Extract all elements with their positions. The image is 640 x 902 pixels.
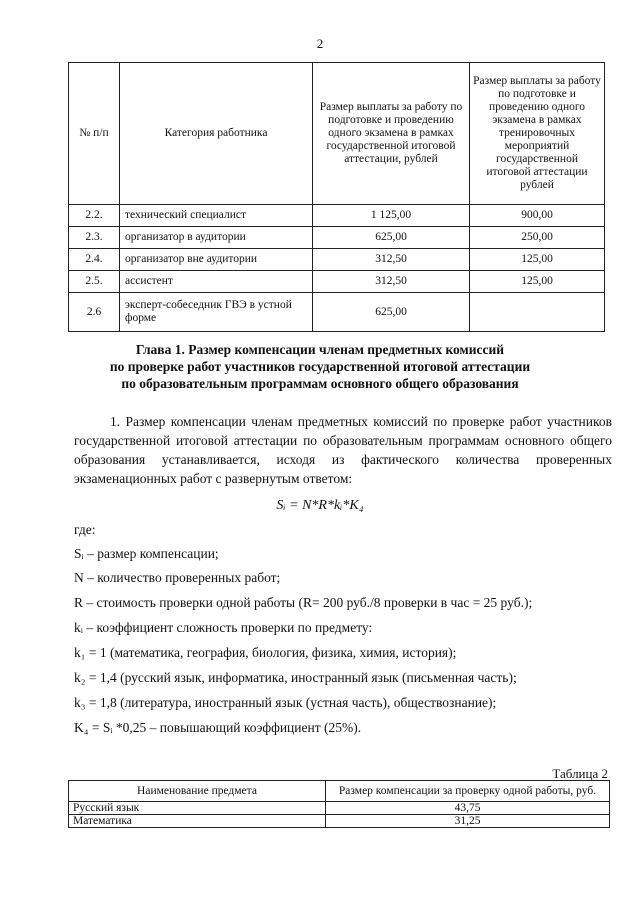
row-amount: 43,75	[326, 802, 610, 815]
row-num: 2.6	[69, 293, 120, 332]
row-category: организатор вне аудитории	[120, 249, 313, 271]
table-row	[69, 205, 605, 227]
chapter-title-line: по проверке работ участников государственной итоговой аттестации	[109, 359, 531, 374]
row-pay-training	[470, 293, 605, 332]
table-row	[69, 271, 605, 293]
row-category: эксперт-собеседник ГВЭ в устной форме	[120, 293, 313, 332]
table-row	[69, 815, 610, 828]
row-amount: 31,25	[326, 815, 610, 828]
row-category: ассистент	[120, 271, 313, 293]
definition-k1: k₁ = 1 (математика, география, биология, физика, химия, история);	[74, 645, 457, 660]
table-row	[69, 802, 610, 815]
definition-k4: K₄ = Sᵢ *0,25 – повышающий коэффициент (25%).	[74, 720, 362, 735]
definition-r: R – стоимость проверки одной работы (R= 200 руб./8 проверки в час = 25 руб.);	[74, 595, 533, 610]
row-pay-gia: 625,00	[313, 227, 470, 249]
row-num: 2.4.	[69, 249, 120, 271]
header-pay-training: Размер выплаты за работу по подготовке и проведению одного экзамена в рамках тренировочных мероприятий государственной итоговой аттестации рублей	[470, 63, 605, 205]
header-num: № п/п	[69, 63, 120, 205]
chapter-title	[0, 341, 640, 392]
chapter-title-line: по образовательным программам основного общего образования	[121, 376, 519, 391]
definition-si: Sᵢ – размер компенсации;	[74, 546, 219, 561]
paragraph	[74, 412, 612, 488]
header-subject: Наименование предмета	[69, 781, 326, 802]
row-pay-training: 125,00	[470, 249, 605, 271]
row-pay-gia: 1 125,00	[313, 205, 470, 227]
row-pay-gia: 312,50	[313, 249, 470, 271]
page-number: 2	[316, 36, 324, 51]
definition-ki: kᵢ – коэффициент сложность проверки по предмету:	[74, 620, 373, 635]
row-subject: Математика	[69, 815, 326, 828]
row-pay-gia: 312,50	[313, 271, 470, 293]
definition-k3: k₃ = 1,8 (литература, иностранный язык (устная часть), обществознание);	[74, 695, 497, 710]
row-pay-training: 250,00	[470, 227, 605, 249]
row-num: 2.2.	[69, 205, 120, 227]
header-category: Категория работника	[120, 63, 313, 205]
row-category: организатор в аудитории	[120, 227, 313, 249]
definition-k2: k₂ = 1,4 (русский язык, информатика, иностранный язык (письменная часть);	[74, 670, 517, 685]
row-pay-training: 125,00	[470, 271, 605, 293]
row-pay-training: 900,00	[470, 205, 605, 227]
where-label: где:	[74, 522, 96, 537]
definition-n: N – количество проверенных работ;	[74, 570, 281, 585]
formula: Sᵢ = N*R*kᵢ*K₄	[276, 498, 364, 513]
table-header-row	[69, 781, 610, 802]
header-pay-gia: Размер выплаты за работу по подготовке и проведению одного экзамена в рамках государственной итоговой аттестации, рублей	[313, 63, 470, 205]
row-subject: Русский язык	[69, 802, 326, 815]
table-header-row	[69, 63, 605, 205]
row-pay-gia: 625,00	[313, 293, 470, 332]
table-row	[69, 293, 605, 332]
table-caption: Таблица 2	[552, 766, 608, 781]
paragraph-text: 1. Размер компенсации членам предметных комиссий по проверке работ участников государственной итоговой аттестации по образовательным программам основного общего образования устанавливается, исходя из фактического количества проверенных экзаменационных работ с развернутым ответом:	[74, 414, 612, 486]
row-category: технический специалист	[120, 205, 313, 227]
table-row	[69, 249, 605, 271]
row-num: 2.3.	[69, 227, 120, 249]
payment-table	[68, 62, 605, 332]
chapter-title-line: Глава 1. Размер компенсации членам предметных комиссий	[135, 342, 505, 357]
row-num: 2.5.	[69, 271, 120, 293]
compensation-table	[68, 780, 610, 828]
header-amount: Размер компенсации за проверку одной работы, руб.	[326, 781, 610, 802]
table-row	[69, 227, 605, 249]
